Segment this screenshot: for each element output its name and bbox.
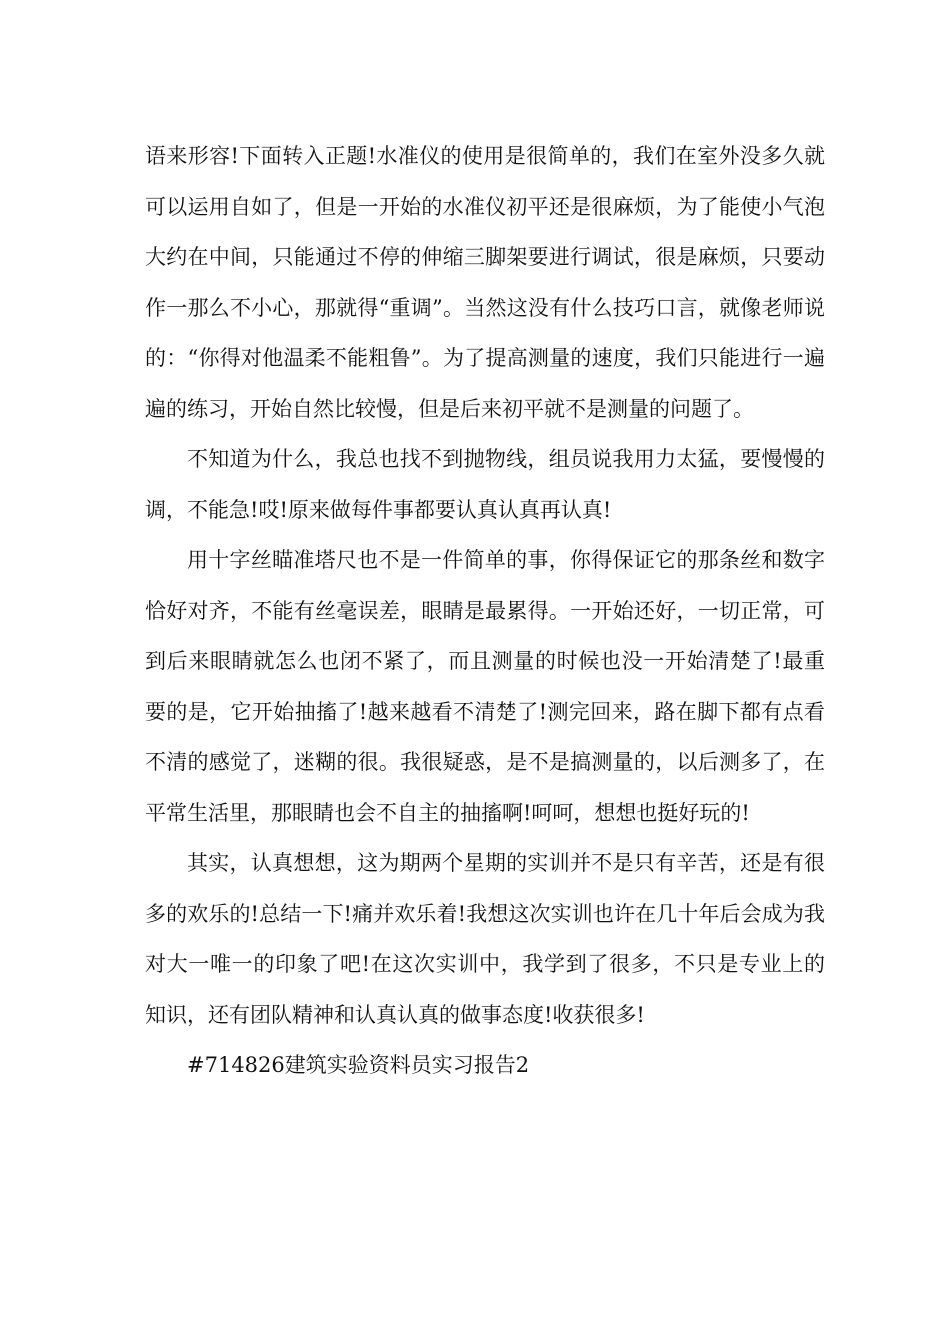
paragraph-4: 其实，认真想想，这为期两个星期的实训并不是只有辛苦，还是有很多的欢乐的!总结一下!痛并欢乐着!我想这次实训也许在几十年后会成为我对大一唯一的印象了吧!在这次实训中，我学到了很多，不只是专业上的知识，还有团队精神和认真认真的做事态度!收获很多! bbox=[145, 851, 825, 1027]
paragraph-1: 语来形容!下面转入正题!水准仪的使用是很简单的，我们在室外没多久就可以运用自如了，但是一开始的水准仪初平还是很麻烦，为了能使小气泡大约在中间，只能通过不停的伸缩三脚架要进行调试，很是麻烦，只要动作一那么不小心，那就得“重调”。当然这没有什么技巧口言，就像老师说的：“你得对他温柔不能粗鲁”。为了提高测量的速度，我们只能进行一遍遍的练习，开始自然比较慢，但是后来初平就不是测量的问题了。 bbox=[145, 144, 825, 421]
document-body bbox=[145, 131, 825, 1091]
paragraph-3: 用十字丝瞄准塔尺也不是一件简单的事，你得保证它的那条丝和数字恰好对齐，不能有丝毫误差，眼睛是最累得。一开始还好，一切正常，可到后来眼睛就怎么也闭不紧了，而且测量的时候也没一开始清楚了!最重要的是，它开始抽搐了!越来越看不清楚了!测完回来，路在脚下都有点看不清的感觉了，迷糊的很。我很疑惑，是不是搞测量的，以后测多了，在平常生活里，那眼睛也会不自主的抽搐啊!呵呵，想想也挺好玩的! bbox=[145, 548, 825, 825]
section-heading: #714826建筑实验资料员实习报告2 bbox=[187, 1053, 530, 1077]
paragraph-2: 不知道为什么，我总也找不到抛物线，组员说我用力太猛，要慢慢的调，不能急!哎!原来做每件事都要认真认真再认真! bbox=[145, 447, 825, 522]
